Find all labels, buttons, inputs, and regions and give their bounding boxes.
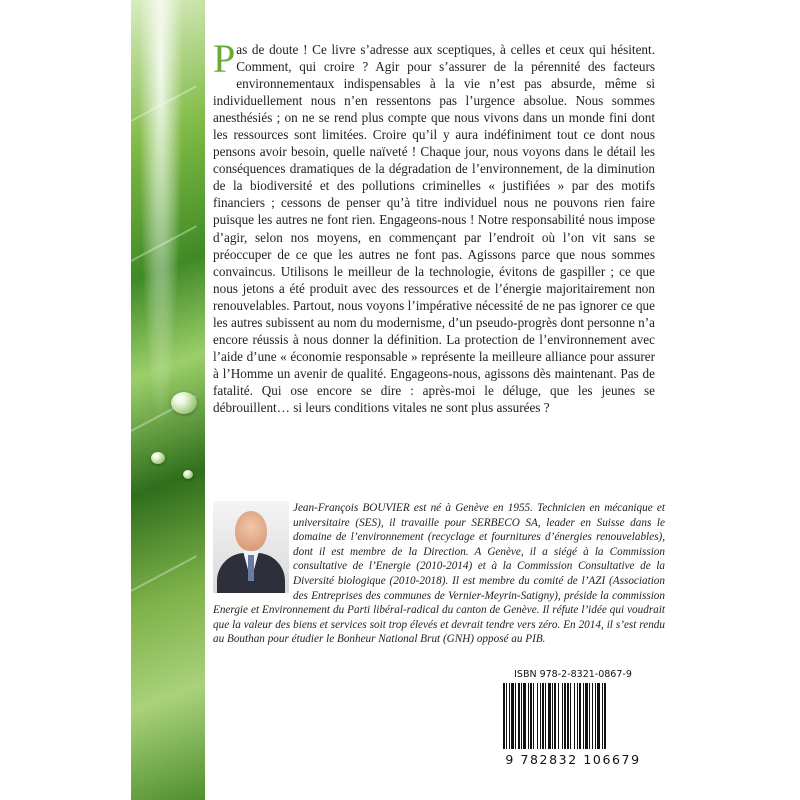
author-bio <box>213 501 665 647</box>
green-leaf-image <box>131 0 205 800</box>
barcode-bars <box>501 683 645 751</box>
book-back-cover <box>131 0 669 800</box>
author-bio-text: Jean-François BOUVIER est né à Genève en 1955. Technicien en mécanique et universitaire (SES), il travaille pour SERBECO SA, leader en Suisse dans le domaine de l’environnement (recyclage et fournitures d’énergies renouvelables), dont il est membre de la Direction. A Genève, il a siégé à la Commission consultative de l’Energie (2010-2014) et à la Commission Consultative de la Diversité biologique (2010-2018). Il est membre du comité de l’AZI (Association des Entreprises des communes de Vernier-Meyrin-Satigny), préside la commission Energie et Environnement du Parti libéral-radical du canton de Genève. Il réfute l’idée qui voudrait que la valeur des biens et services soit trop élevés et devrait tendre vers zéro. En 2014, il s’est rendu au Bouthan pour étudier le Bonheur National Brut (GNH) opposé au PIB. <box>213 502 665 646</box>
ean-digits: 9 782832 106679 <box>505 752 641 767</box>
blurb-text: as de doute ! Ce livre s’adresse aux sceptiques, à celles et ceux qui hésitent. Comment, qui croire ? Agir pour s’assurer de la pérennité des facteurs environnementaux indispensables à la vie n’est pas absurde, même si individuellement nous n’en ressentons pas l’urgence absolue. Nous sommes anesthésiés ; on ne se rend plus compte que nous vivons dans un monde fini dont les ressources sont limitées. Croire qu’il y aura indéfiniment tout ce dont nous pensons avoir besoin, quelle naïveté ! Chaque jour, nous voyons dans le détail les conséquences dramatiques de la dégradation de l’environnement, de la diminution de la biodiversité et des pollutions criminelles « justifiées » par des motifs financiers ; cessons de penser qu’à titre individuel nous ne pouvons rien faire puisque les autres ne font rien. Engageons-nous ! Notre responsabilité nous impose d’agir, selon nos moyens, en commençant par l’endroit où l’on vit sans se préoccuper de ce que les autres ne font pas. Agissons parce que nous sommes convaincus. Utilisons le meilleur de la technologie, évitons de gaspiller ; ce que nous jetons a été produit avec des ressources et de l’énergie majoritairement non renouvelables. Partout, nous voyons l’impérative nécessité de ne pas ignorer ce que les autres subissent au nom du modernisme, d’un pseudo-progrès dont personne n’a encore réussis à nous donner la définition. La protection de l’environnement avec l’aide d’une « économie responsable » représente la meilleure alliance pour assurer à l’Homme un avenir de qualité. Engageons-nous, agissons dès maintenant. Pas de fatalité. Qui ose encore se dire : après-moi le déluge, que les jeunes se débrouillent… si leurs conditions vitales ne sont plus assurées ? <box>213 42 655 415</box>
water-drop <box>183 470 193 479</box>
isbn-label: ISBN 978-2-8321-0867-9 <box>514 669 632 680</box>
blurb-paragraph <box>213 36 655 416</box>
water-drop <box>171 392 197 414</box>
barcode <box>493 669 653 773</box>
blurb-column <box>213 36 655 416</box>
drop-cap: P <box>213 36 236 81</box>
water-drop <box>151 452 165 464</box>
